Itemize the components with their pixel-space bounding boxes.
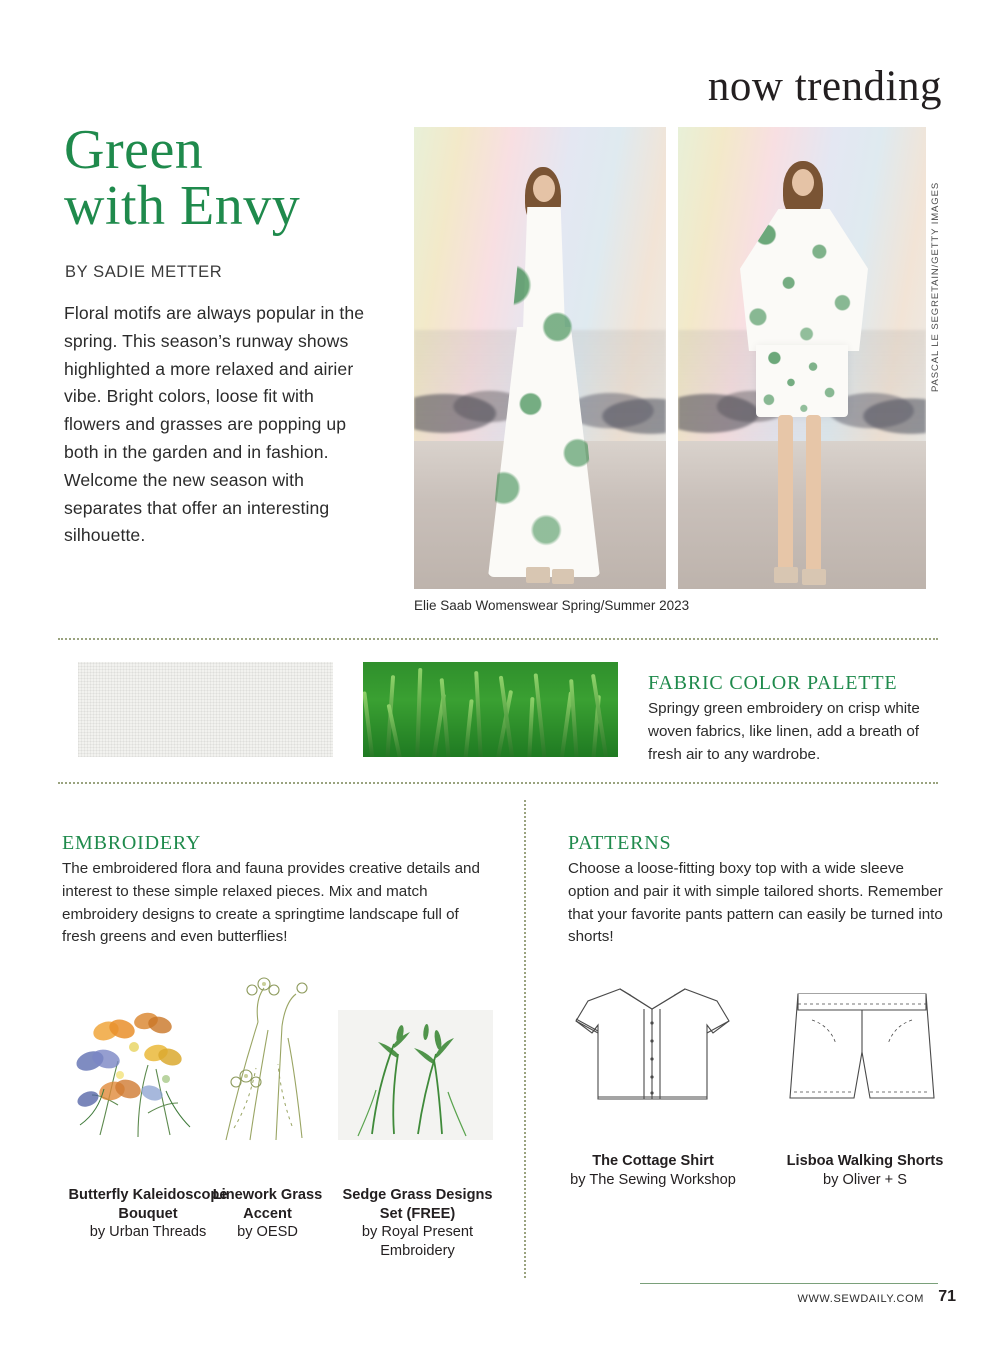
embroidery-title: EMBROIDERY [62, 832, 202, 854]
pattern-item-title-1: The Cottage Shirt [592, 1153, 714, 1169]
embroidery-body: The embroidered flora and fauna provides creative details and interest to these simple relaxed pieces. Mix and match embroidery designs to create a springtime landscape full of fresh greens and even butterflies! [62, 860, 480, 946]
sedge-grass-art [338, 1010, 493, 1140]
lisboa-shorts-technical-drawing [778, 980, 953, 1135]
page-title [64, 119, 394, 237]
footer-rule [640, 1283, 938, 1284]
lede-paragraph: Floral motifs are always popular in the spring. This season’s runway shows highlighted a more relaxed and airier vibe. Bright colors, loose fit with flowers and grasses are popping up both in the garden and in fashion. Welcome the new season with separates that offer an interesting silhouette. [64, 303, 365, 546]
runway-photo-right [678, 127, 926, 589]
divider-hero [58, 638, 938, 640]
cottage-shirt-technical-drawing [560, 975, 745, 1135]
byline: BY SADIE METTER [65, 263, 223, 281]
pattern-item-by-1: by The Sewing Workshop [570, 1171, 736, 1188]
patterns-title: PATTERNS [568, 832, 672, 854]
embroidery-item-title-3: Sedge Grass Designs Set (FREE) [342, 1187, 493, 1222]
embroidery-item-caption-3 [330, 1186, 505, 1261]
embroidery-item-title-2: Linework Grass Accent [212, 1187, 323, 1222]
photo-caption: Elie Saab Womenswear Spring/Summer 2023 [414, 598, 690, 613]
footer-url: WWW.SEWDAILY.COM [797, 1293, 924, 1305]
headline-line-1: Green [64, 119, 204, 181]
linework-grass-art [206, 968, 326, 1143]
page-number: 71 [938, 1288, 956, 1305]
palette-body: Springy green embroidery on crisp white woven fabrics, like linen, add a breath of fresh air to any wardrobe. [648, 700, 920, 763]
headline-line-2: with Envy [64, 175, 301, 237]
pattern-item-title-2: Lisboa Walking Shorts [786, 1153, 944, 1169]
runway-photo-left [414, 127, 666, 589]
embroidery-item-title-1: Butterfly Kaleidoscope Bouquet [68, 1187, 228, 1222]
embroidery-item-caption-2 [200, 1186, 335, 1242]
grass-swatch [363, 662, 618, 757]
linen-swatch [78, 662, 333, 757]
embroidery-item-by-2: by OESD [237, 1224, 298, 1241]
section-kicker: now trending [707, 63, 942, 110]
embroidery-item-by-1: by Urban Threads [89, 1224, 207, 1241]
pattern-item-by-2: by Oliver + S [823, 1171, 907, 1188]
divider-palette [58, 782, 938, 784]
patterns-body: Choose a loose-fitting boxy top with a wide sleeve option and pair it with simple tailored shorts. Remember that your favorite pants pattern can easily be turned into shorts! [568, 860, 943, 946]
divider-columns [524, 800, 526, 1278]
runway-floor [678, 441, 926, 589]
pattern-item-caption-1 [548, 1152, 758, 1190]
butterfly-bouquet-art [60, 995, 220, 1140]
photo-credit: PASCAL LE SEGRETAIN/GETTY IMAGES [930, 181, 941, 392]
embroidery-item-by-3: by Royal Present Embroidery [361, 1224, 474, 1260]
pattern-item-caption-2 [760, 1152, 970, 1190]
palette-title: FABRIC COLOR PALETTE [648, 672, 898, 694]
